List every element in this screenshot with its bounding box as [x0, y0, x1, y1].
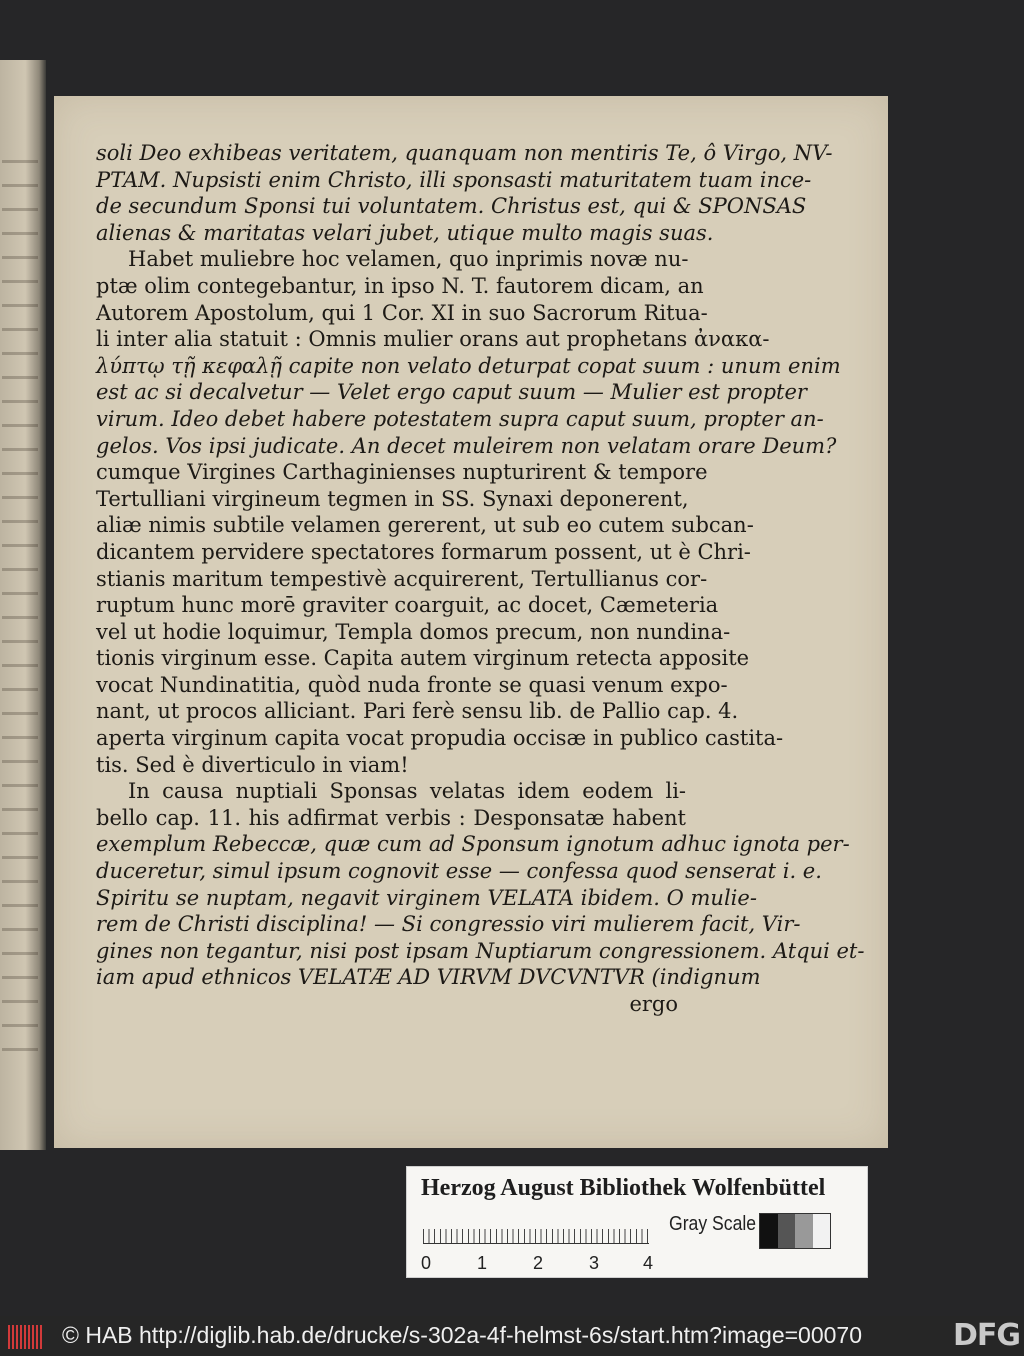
text-line: li inter alia statuit : Omnis mulier orans aut prophetans ἀνακα-	[96, 327, 770, 352]
text-line: Tertulliani virgineum tegmen in SS. Synaxi deponerent,	[96, 486, 689, 511]
text-line: tis. Sed è diverticulo in viam!	[96, 752, 409, 777]
text-line: iam apud ethnicos VELATÆ AD VIRVM DVCVNTVR (indignum	[96, 965, 761, 990]
text-line: In causa nuptiali Sponsas velatas idem eodem li-	[128, 779, 686, 804]
gray-swatch	[795, 1214, 813, 1248]
gray-swatch	[760, 1214, 778, 1248]
text-line: soli Deo exhibeas veritatem, quanquam non mentiris Te, ô Virgo, NV-	[96, 141, 833, 165]
text-line: vocat Nundinatitia, quòd nuda fronte se quasi venum expo-	[96, 672, 728, 697]
hab-logo-icon	[8, 1325, 46, 1349]
ruler-number: 0	[421, 1253, 432, 1273]
library-name: Herzog August Bibliothek Wolfenbüttel	[421, 1175, 826, 1201]
text-line: tionis virginum esse. Capita autem virginum retecta apposite	[96, 646, 750, 671]
ruler-number: 2	[533, 1253, 544, 1273]
text-line: Autorem Apostolum, qui 1 Cor. XI in suo Sacrorum Ritua-	[96, 300, 708, 325]
text-line: aliæ nimis subtile velamen gererent, ut sub eo cutem subcan-	[96, 513, 754, 538]
text-line: alienas & maritatas velari jubet, utique multo magis suas.	[96, 220, 714, 245]
text-line: vel ut hodie loquimur, Templa domos precum, non nundina-	[96, 619, 731, 644]
adjacent-page-edge	[0, 60, 46, 1150]
ruler	[423, 1213, 649, 1244]
gray-swatch	[778, 1214, 796, 1248]
text-line: duceretur, simul ipsum cognovit esse — confessa quod senserat i. e.	[96, 859, 822, 884]
gray-scale-bar	[759, 1213, 831, 1249]
text-line: gines non tegantur, nisi post ipsam Nuptiarum congressionem. Atqui et-	[96, 938, 865, 963]
text-line: gelos. Vos ipsi judicate. An decet muleirem non velatam orare Deum?	[96, 433, 837, 458]
page-text	[96, 140, 865, 1018]
text-line: ruptum hunc morē graviter coarguit, ac docet, Cæmeteria	[96, 593, 719, 618]
dfg-logo: DFG	[952, 1318, 1020, 1353]
text-line: bello cap. 11. his adfirmat verbis : Desponsatæ habent	[96, 805, 686, 830]
text-line: aperta virginum capita vocat propudia occisæ in publico castita-	[96, 726, 784, 751]
text-line: cumque Virgines Carthaginienses nupturirent & tempore	[96, 460, 708, 485]
text-line: Habet muliebre hoc velamen, quo inprimis novæ nu-	[128, 247, 689, 272]
copyright-url[interactable]: © HAB http://diglib.hab.de/drucke/s-302a-4f-helmst-6s/start.htm?image=00070	[62, 1322, 863, 1348]
ruler-number: 4	[643, 1253, 654, 1273]
text-line: dicantem pervidere spectatores formarum possent, ut è Chri-	[96, 539, 751, 564]
text-line: exemplum Rebeccæ, quæ cum ad Sponsum ignotum adhuc ignota per-	[96, 832, 850, 857]
ruler-number: 3	[589, 1253, 600, 1273]
text-line: est ac si decalvetur — Velet ergo caput suum — Mulier est propter	[96, 380, 807, 405]
ruler-number: 1	[477, 1253, 488, 1273]
catchword: ergo	[629, 992, 678, 1016]
viewer-footer	[0, 1316, 1024, 1356]
text-line: virum. Ideo debet habere potestatem supra caput suum, propter an-	[96, 406, 824, 431]
text-line: λύπτῳ τῇ κεφαλῇ capite non velato deturpat copat suum : unum enim	[96, 353, 841, 378]
text-line: PTAM. Nupsisti enim Christo, illi sponsasti maturitatem tuam ince-	[96, 167, 812, 192]
text-line: nant, ut procos alliciant. Pari ferè sensu lib. de Pallio cap. 4.	[96, 699, 739, 724]
gray-scale-label: Gray Scale	[669, 1213, 757, 1235]
library-color-card	[406, 1166, 868, 1278]
text-line: Spiritu se nuptam, negavit virginem VELATA ibidem. O mulie-	[96, 885, 757, 910]
text-line: de secundum Sponsi tui voluntatem. Christus est, qui & SPONSAS	[96, 194, 807, 219]
text-line: rem de Christi disciplina! — Si congressio viri mulierem facit, Vir-	[96, 912, 801, 937]
text-line: stianis maritum tempestivè acquirerent, Tertullianus cor-	[96, 566, 708, 591]
text-line: ptæ olim contegebantur, in ipso N. T. fautorem dicam, an	[96, 273, 704, 298]
gray-swatch	[813, 1214, 831, 1248]
